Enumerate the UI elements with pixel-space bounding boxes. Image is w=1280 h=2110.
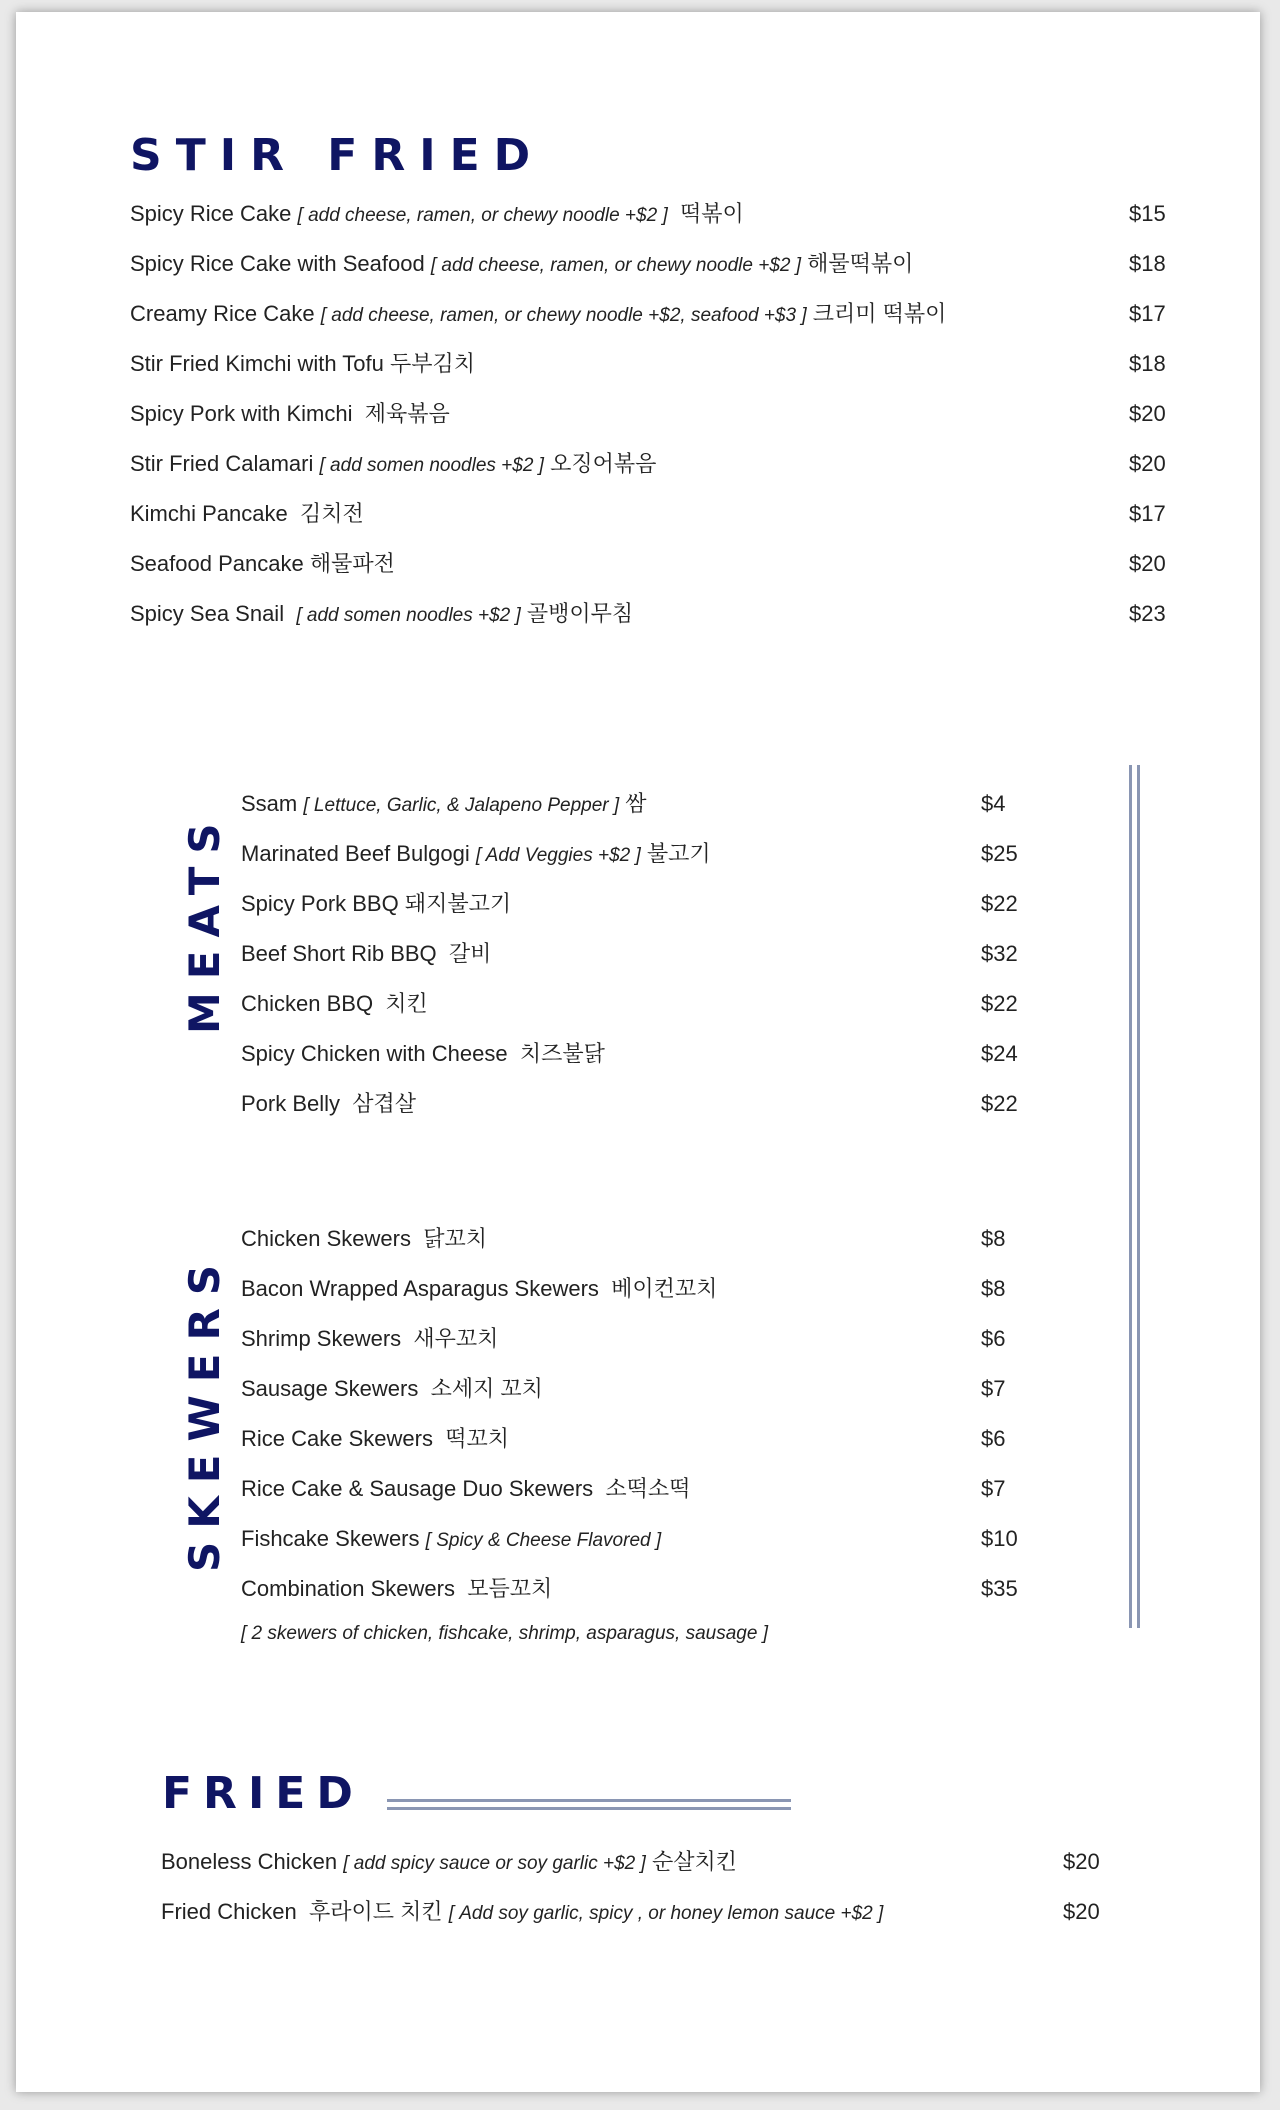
item-price: $23: [1129, 601, 1166, 626]
menu-item: Fried Chicken 후라이드 치킨 [ Add soy garlic, spicy , or honey lemon sauce +$2 ] $20: [161, 1892, 1121, 1932]
menu-item: Stir Fried Calamari [ add somen noodles +$2 ] 오징어볶음 $20: [130, 444, 1170, 484]
combination-note: [ 2 skewers of chicken, fishcake, shrimp, asparagus, sausage ]: [241, 1623, 768, 1644]
item-price: $7: [981, 1376, 1006, 1401]
section-title-meats: MEATS: [180, 810, 229, 1034]
menu-item: Fishcake Skewers [ Spicy & Cheese Flavored ] $10: [241, 1519, 1061, 1559]
menu-item: Spicy Rice Cake [ add cheese, ramen, or chewy noodle +$2 ] 떡볶이 $15: [130, 194, 1170, 234]
item-price: $20: [1129, 551, 1166, 576]
menu-item: Kimchi Pancake 김치전 $17: [130, 494, 1170, 534]
menu-item: Stir Fried Kimchi with Tofu 두부김치 $18: [130, 344, 1170, 384]
item-price: $15: [1129, 201, 1166, 226]
section-title-skewers: SKEWERS: [180, 1251, 229, 1572]
menu-item: Ssam [ Lettuce, Garlic, & Jalapeno Pepper ] 쌈 $4: [241, 784, 1061, 824]
menu-item: Creamy Rice Cake [ add cheese, ramen, or chewy noodle +$2, seafood +$3 ] 크리미 떡볶이 $17: [130, 294, 1170, 334]
menu-item: Seafood Pancake 해물파전 $20: [130, 544, 1170, 584]
item-price: $7: [981, 1476, 1006, 1501]
menu-item: Marinated Beef Bulgogi [ Add Veggies +$2 ] 불고기 $25: [241, 834, 1061, 874]
item-price: $22: [981, 891, 1018, 916]
horizontal-rule: [387, 1807, 791, 1810]
item-price: $18: [1129, 351, 1166, 376]
menu-item: Beef Short Rib BBQ 갈비 $32: [241, 934, 1061, 974]
menu-item: Spicy Rice Cake with Seafood [ add cheese, ramen, or chewy noodle +$2 ] 해물떡볶이 $18: [130, 244, 1170, 284]
item-price: $24: [981, 1041, 1018, 1066]
item-price: $17: [1129, 501, 1166, 526]
item-price: $22: [981, 991, 1018, 1016]
item-price: $35: [981, 1576, 1018, 1601]
item-price: $20: [1063, 1849, 1100, 1874]
item-price: $20: [1063, 1899, 1100, 1924]
menu-item: Spicy Pork BBQ 돼지불고기 $22: [241, 884, 1061, 924]
item-price: $20: [1129, 401, 1166, 426]
menu-item: Rice Cake & Sausage Duo Skewers 소떡소떡 $7: [241, 1469, 1061, 1509]
menu-item: Spicy Chicken with Cheese 치즈불닭 $24: [241, 1034, 1061, 1074]
horizontal-rule: [387, 1799, 791, 1802]
item-price: $25: [981, 841, 1018, 866]
menu-item: Spicy Pork with Kimchi 제육볶음 $20: [130, 394, 1170, 434]
item-price: $8: [981, 1276, 1006, 1301]
menu-item: Boneless Chicken [ add spicy sauce or soy garlic +$2 ] 순살치킨 $20: [161, 1842, 1121, 1882]
section-title-fried: FRIED: [162, 1768, 364, 1819]
item-price: $20: [1129, 451, 1166, 476]
menu-item: Spicy Sea Snail [ add somen noodles +$2 ] 골뱅이무침 $23: [130, 594, 1170, 634]
vertical-rule: [1129, 765, 1132, 1628]
item-price: $10: [981, 1526, 1018, 1551]
menu-item: Chicken BBQ 치킨 $22: [241, 984, 1061, 1024]
menu-item: Combination Skewers 모듬꼬치 $35: [241, 1569, 1061, 1609]
menu-page: [16, 12, 1260, 2092]
menu-item: Rice Cake Skewers 떡꼬치 $6: [241, 1419, 1061, 1459]
section-title-stir-fried: STIR FRIED: [130, 130, 545, 181]
menu-item: Pork Belly 삼겹살 $22: [241, 1084, 1061, 1124]
item-price: $17: [1129, 301, 1166, 326]
item-price: $22: [981, 1091, 1018, 1116]
item-price: $8: [981, 1226, 1006, 1251]
menu-item: Bacon Wrapped Asparagus Skewers 베이컨꼬치 $8: [241, 1269, 1061, 1309]
item-price: $4: [981, 791, 1006, 816]
item-price: $18: [1129, 251, 1166, 276]
menu-item: Chicken Skewers 닭꼬치 $8: [241, 1219, 1061, 1259]
item-price: $6: [981, 1326, 1006, 1351]
vertical-rule: [1137, 765, 1140, 1628]
item-price: $32: [981, 941, 1018, 966]
menu-item: Shrimp Skewers 새우꼬치 $6: [241, 1319, 1061, 1359]
menu-item: Sausage Skewers 소세지 꼬치 $7: [241, 1369, 1061, 1409]
item-price: $6: [981, 1426, 1006, 1451]
